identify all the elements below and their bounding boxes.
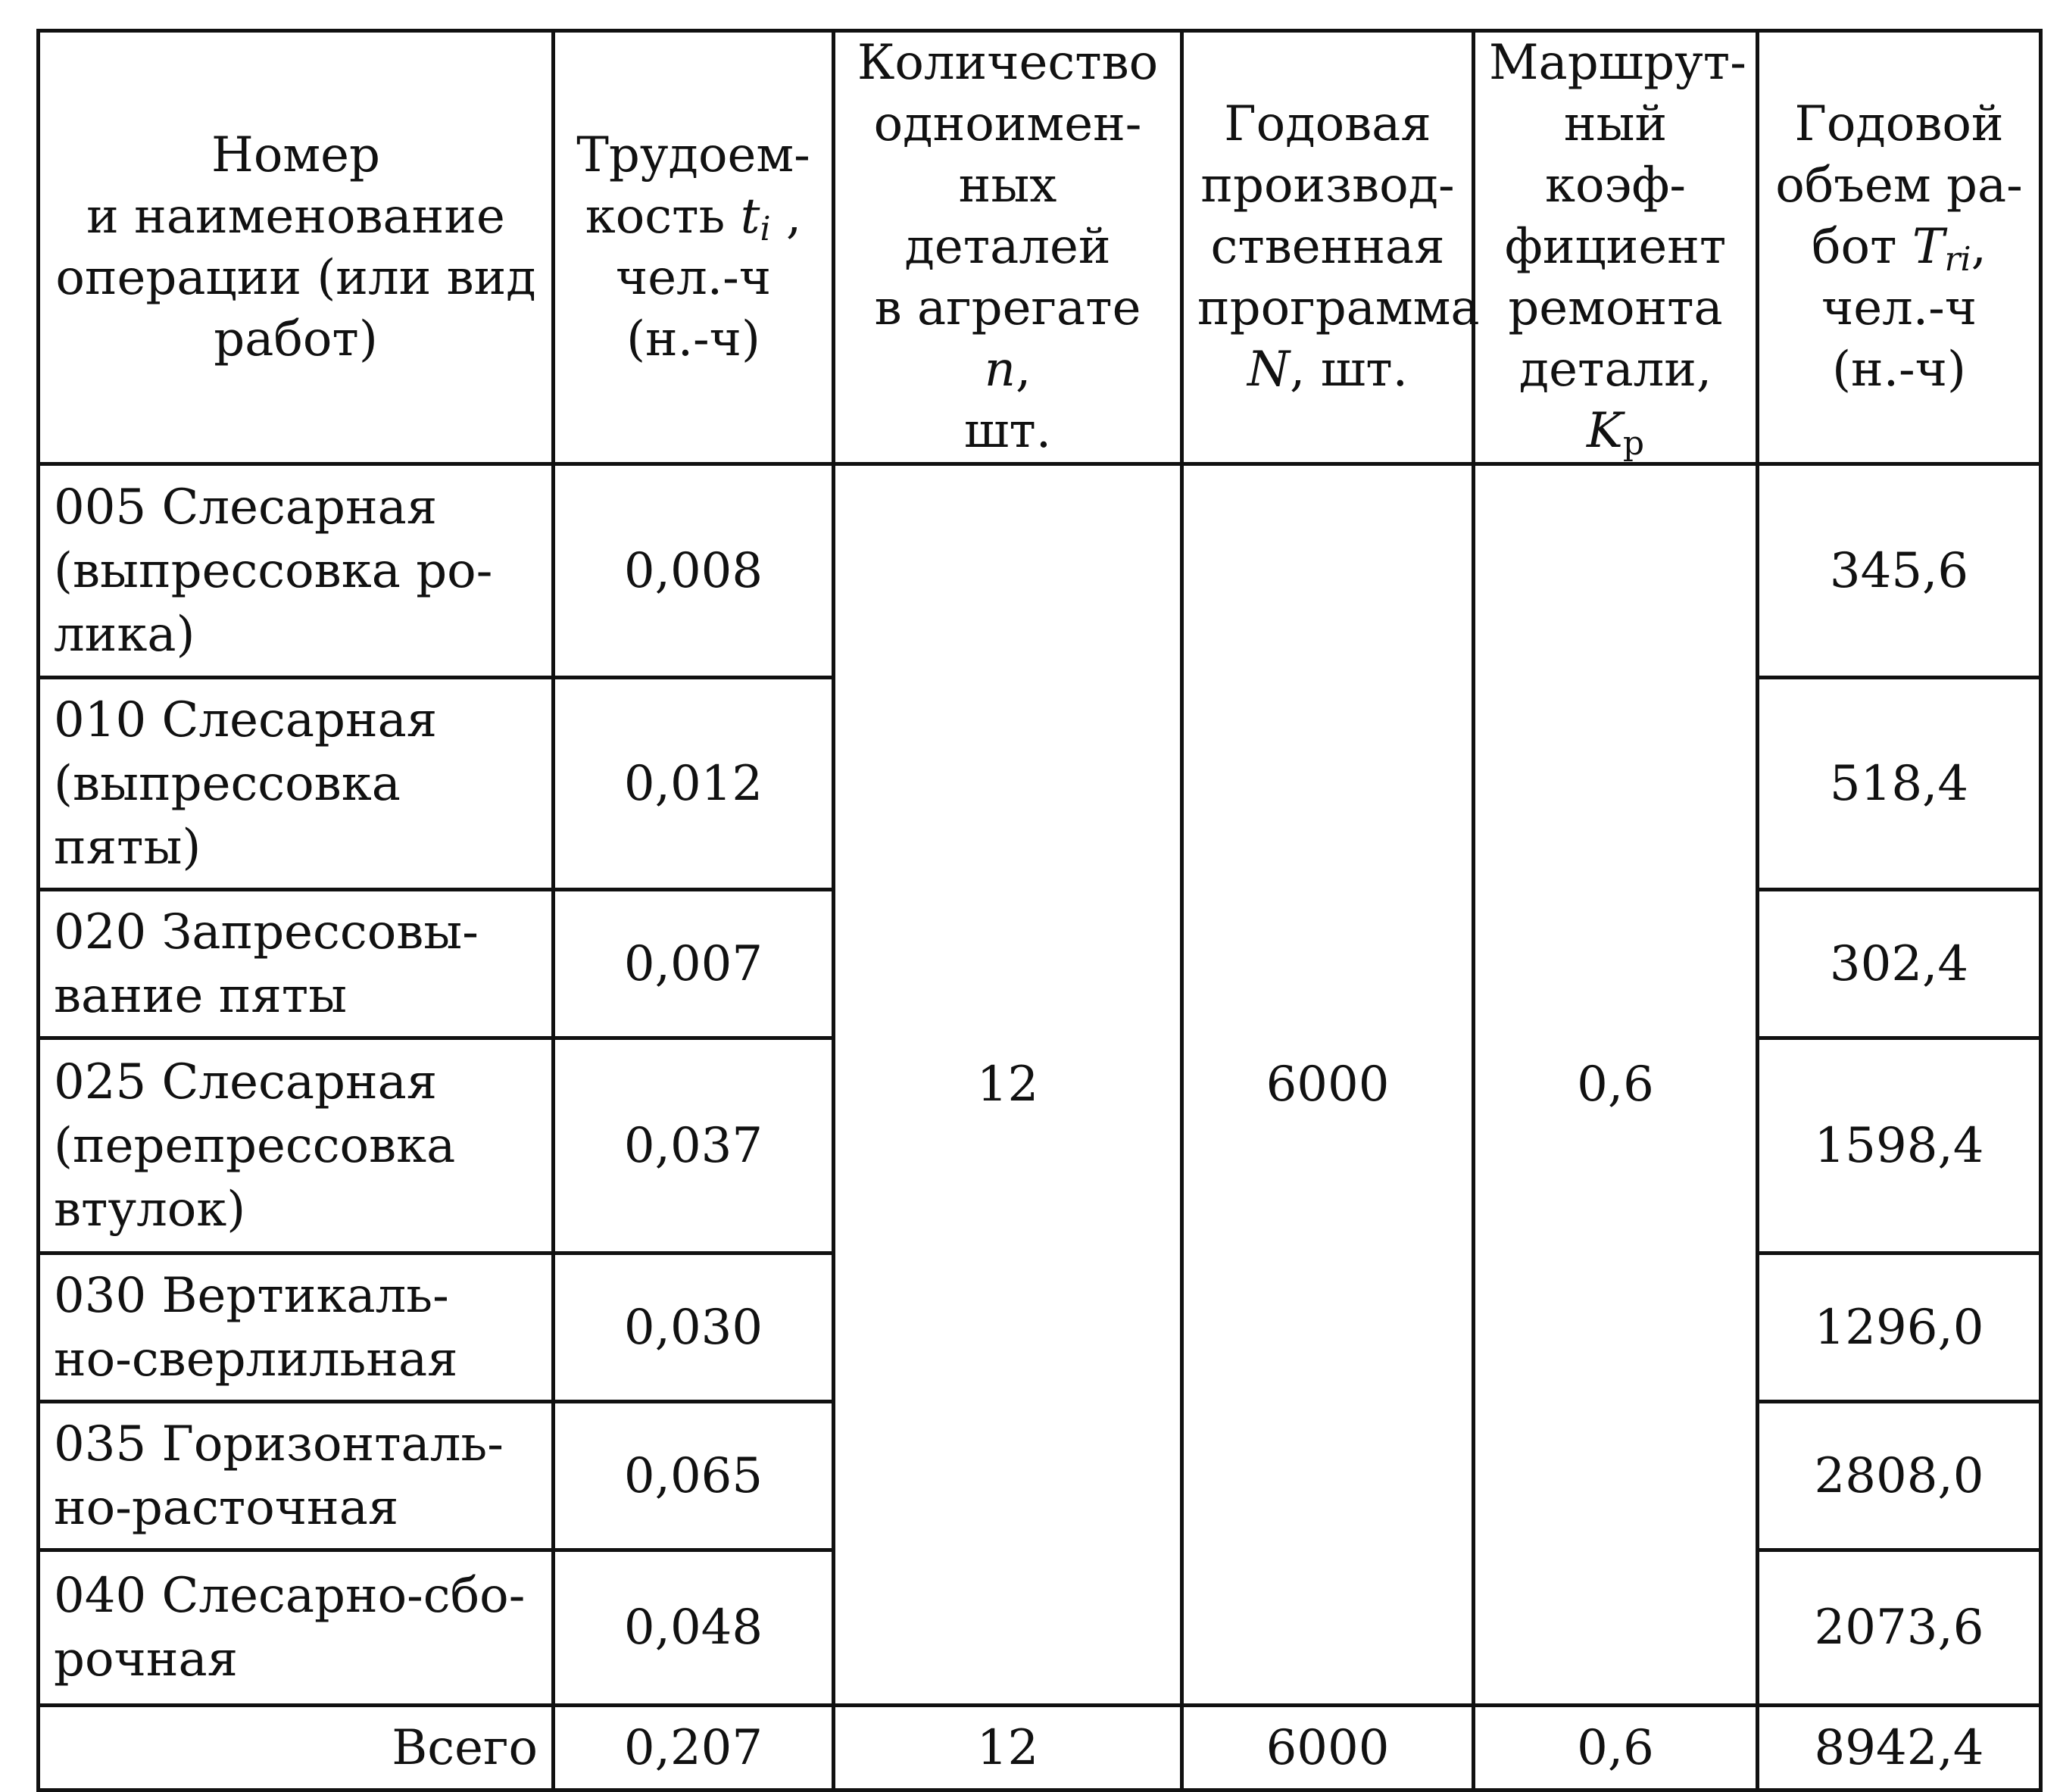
labor-value: 0,037 xyxy=(554,1038,834,1253)
header-coef-text: Маршрут- ный коэф- фициент ремонта детали, xyxy=(1489,35,1746,398)
operation-name: 005 Слесарная (выпрессовка ро- лика) xyxy=(39,464,554,678)
operation-name: 040 Слесарно-сбо- рочная xyxy=(39,1550,554,1706)
total-route-coefficient: 0,6 xyxy=(1474,1706,1758,1790)
labor-value: 0,007 xyxy=(554,890,834,1038)
annual-volume-value: 2073,6 xyxy=(1758,1550,2041,1706)
header-labor-subscript: i xyxy=(760,209,771,248)
operation-name: 025 Слесарная (перепрессовка втулок) xyxy=(39,1038,554,1253)
total-annual-volume: 8942,4 xyxy=(1758,1706,2041,1790)
operation-name: 035 Горизонталь- но-расточная xyxy=(39,1402,554,1550)
annual-volume-value: 1296,0 xyxy=(1758,1253,2041,1402)
header-count-symbol: n xyxy=(984,342,1016,398)
header-row xyxy=(39,31,2041,464)
total-label: Всего xyxy=(39,1706,554,1790)
annual-volume-value: 2808,0 xyxy=(1758,1402,2041,1550)
operations-table xyxy=(36,29,2043,1792)
header-volume-subscript: ri xyxy=(1944,240,1971,279)
operation-name: 020 Запрессовы- вание пяты xyxy=(39,890,554,1038)
operation-name: 030 Вертикаль- но-сверлильная xyxy=(39,1253,554,1402)
header-annual-program xyxy=(1182,31,1480,464)
route-coefficient-merged: 0,6 xyxy=(1474,464,1758,1706)
total-labor: 0,207 xyxy=(554,1706,834,1790)
header-volume-text: Годовой объем ра- бот xyxy=(1775,96,2023,275)
total-part-count: 12 xyxy=(834,1706,1182,1790)
header-coef-subscript: р xyxy=(1622,424,1644,463)
header-volume-unit: , чел.-ч (н.-ч) xyxy=(1821,219,1987,398)
header-volume-symbol: T xyxy=(1912,219,1945,275)
labor-value: 0,030 xyxy=(554,1253,834,1402)
part-count-merged: 12 xyxy=(834,464,1182,1706)
header-annual-volume xyxy=(1758,31,2041,464)
annual-volume-value: 345,6 xyxy=(1758,464,2041,678)
labor-value: 0,048 xyxy=(554,1550,834,1706)
header-coef-symbol: K xyxy=(1587,403,1623,459)
header-program-symbol: N xyxy=(1247,342,1291,398)
total-row xyxy=(39,1706,2041,1790)
labor-value: 0,008 xyxy=(554,464,834,678)
header-route-coefficient xyxy=(1474,31,1758,464)
header-program-unit: , шт. xyxy=(1290,342,1408,398)
table-row xyxy=(39,464,2041,678)
labor-value: 0,012 xyxy=(554,678,834,890)
labor-value: 0,065 xyxy=(554,1402,834,1550)
header-labor-text: Трудоем- кость xyxy=(576,126,810,245)
annual-volume-value: 1598,4 xyxy=(1758,1038,2041,1253)
annual-volume-value: 302,4 xyxy=(1758,890,2041,1038)
header-count-text: Количество одноимен- ных деталей в агрегате xyxy=(857,35,1159,336)
header-program-text: Годовая производ- ственная программа xyxy=(1197,96,1480,336)
header-operation-text: Номер и наименование операции (или вид работ) xyxy=(55,126,536,367)
annual-volume-value: 518,4 xyxy=(1758,678,2041,890)
header-count-unit: , шт. xyxy=(963,342,1052,459)
header-operation xyxy=(39,31,554,464)
operation-name: 010 Слесарная (выпрессовка пяты) xyxy=(39,678,554,890)
header-part-count xyxy=(834,31,1182,464)
header-labor-symbol: t xyxy=(740,188,760,245)
annual-program-merged: 6000 xyxy=(1182,464,1474,1706)
header-labor-unit: , чел.-ч (н.-ч) xyxy=(615,188,802,367)
total-annual-program: 6000 xyxy=(1182,1706,1474,1790)
header-labor-intensity xyxy=(554,31,834,464)
